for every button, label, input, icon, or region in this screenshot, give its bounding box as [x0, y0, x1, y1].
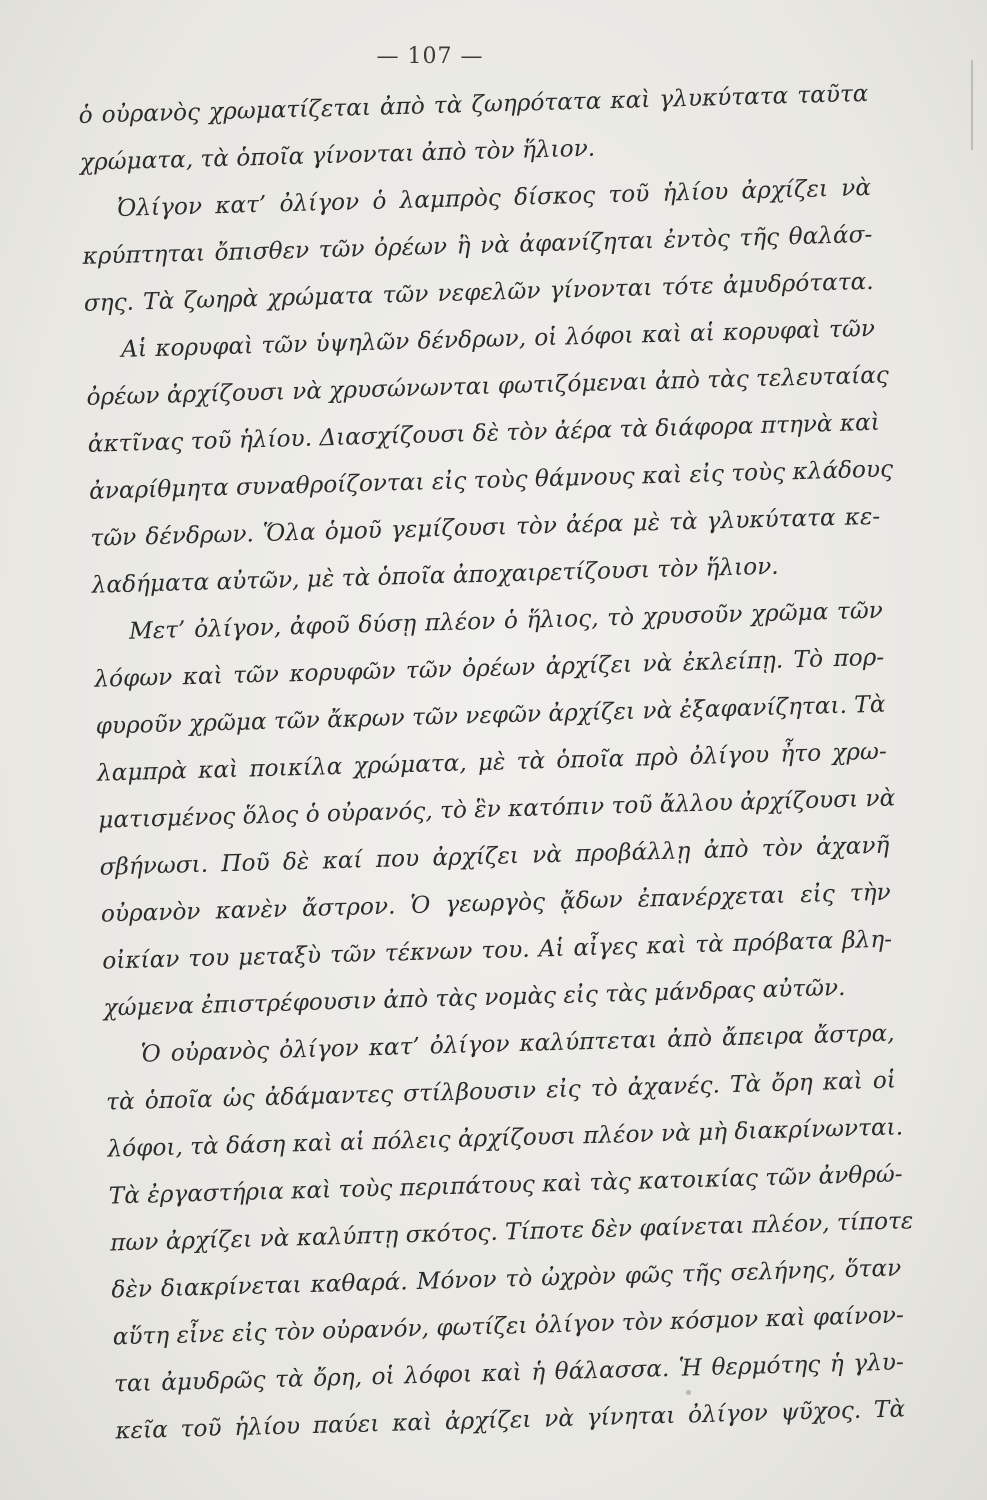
text-line: οὐρανὸν κανὲν ἄστρον. Ὁ γεωργὸς ᾄδων ἐπανέρχεται εἰς τὴν: [100, 878, 892, 928]
text-line: Ὁ οὐρανὸς ὀλίγον κατ’ ὀλίγον καλύπτεται ἀπὸ ἄπειρα ἄστρα,: [140, 1019, 895, 1068]
text-line: τῶν δένδρων. Ὅλα ὁμοῦ γεμίζουσι τὸν ἀέρα μὲ τὰ γλυκύτατα κε-: [90, 502, 881, 552]
text-line: λαδήματα αὐτῶν, μὲ τὰ ὁποῖα ἀποχαιρετίζουσι τὸν ἥλιον.: [91, 552, 779, 599]
text-line: ται ἀμυδρῶς τὰ ὄρη, οἱ λόφοι καὶ ἡ θάλασσα. Ἡ θερμότης ἡ γλυ-: [113, 1348, 905, 1398]
page-edge-mark: [971, 60, 973, 150]
text-line: λαμπρὰ καὶ ποικίλα χρώματα, μὲ τὰ ὁποῖα πρὸ ὀλίγου ἦτο χρω-: [96, 737, 888, 787]
text-line: κεῖα τοῦ ἡλίου παύει καὶ ἀρχίζει νὰ γίνηται ὀλίγον ψῦχος. Τὰ: [115, 1395, 906, 1445]
text-line: ἀναρίθμητα συναθροίζονται εἰς τοὺς θάμνους καὶ εἰς τοὺς κλάδους: [88, 455, 894, 505]
text-line: λόφοι, τὰ δάση καὶ αἱ πόλεις ἀρχίζουσι πλέον νὰ μὴ διακρίνωνται.: [107, 1113, 904, 1163]
text-line: ματισμένος ὅλος ὁ οὐρανός, τὸ ἓν κατόπιν τοῦ ἄλλου ἀρχίζουσι νὰ: [97, 784, 896, 834]
text-line: δὲν διακρίνεται καθαρά. Μόνον τὸ ὠχρὸν φῶς τῆς σελήνης, ὅταν: [111, 1254, 902, 1304]
text-line: κρύπτηται ὄπισθεν τῶν ὀρέων ἢ νὰ ἀφανίζηται ἐντὸς τῆς θαλάσ-: [82, 220, 873, 270]
text-line: οἰκίαν του μεταξὺ τῶν τέκνων του. Αἱ αἶγες καὶ τὰ πρόβατα βλη-: [101, 925, 893, 975]
text-line: χώμενα ἐπιστρέφουσιν ἀπὸ τὰς νομὰς εἰς τὰς μάνδρας αὐτῶν.: [103, 973, 846, 1022]
text-line: λόφων καὶ τῶν κορυφῶν τῶν ὀρέων ἀρχίζει νὰ ἐκλείπῃ. Τὸ πορ-: [94, 643, 885, 693]
body-text: [78, 70, 916, 1455]
text-line: σβήνωσι. Ποῦ δὲ καί που ἀρχίζει νὰ προβάλλῃ ἀπὸ τὸν ἀχανῆ: [99, 831, 890, 881]
text-line: Μετ’ ὀλίγον, ἀφοῦ δύσῃ πλέον ὁ ἥλιος, τὸ χρυσοῦν χρῶμα τῶν: [128, 596, 884, 645]
text-line: τὰ ὁποῖα ὡς ἀδάμαντες στίλβουσιν εἰς τὸ ἀχανές. Τὰ ὄρη καὶ οἱ: [105, 1066, 897, 1116]
text-line: ὁ οὐρανὸς χρωματίζεται ἀπὸ τὰ ζωηρότατα καὶ γλυκύτατα ταῦτα: [78, 79, 869, 129]
text-line: χρώματα, τὰ ὁποῖα γίνονται ἀπὸ τὸν ἥλιον.: [79, 134, 596, 176]
text-line: ἀκτῖνας τοῦ ἡλίου. Διασχίζουσι δὲ τὸν ἀέρα τὰ διάφορα πτηνὰ καὶ: [87, 408, 881, 458]
text-line: σης. Τὰ ζωηρὰ χρώματα τῶν νεφελῶν γίνονται τότε ἀμυδρότατα.: [83, 267, 874, 317]
page-number: — 107 —: [376, 44, 484, 69]
text-line: Αἱ κορυφαὶ τῶν ὑψηλῶν δένδρων, οἱ λόφοι καὶ αἱ κορυφαὶ τῶν: [120, 314, 876, 363]
text-line: ὀρέων ἀρχίζουσι νὰ χρυσώνωνται φωτιζόμεναι ἀπὸ τὰς τελευταίας: [86, 361, 890, 411]
text-line: Ὀλίγον κατ’ ὀλίγον ὁ λαμπρὸς δίσκος τοῦ ἡλίου ἀρχίζει νὰ: [116, 173, 872, 222]
text-line: πων ἀρχίζει νὰ καλύπτῃ σκότος. Τίποτε δὲν φαίνεται πλέον, τίποτε: [109, 1207, 914, 1257]
text-line: φυροῦν χρῶμα τῶν ἄκρων τῶν νεφῶν ἀρχίζει νὰ ἐξαφανίζηται. Τὰ: [95, 690, 886, 740]
text-line: αὕτη εἶνε εἰς τὸν οὐρανόν, φωτίζει ὀλίγον τὸν κόσμον καὶ φαίνον-: [112, 1301, 905, 1351]
text-line: Τὰ ἐργαστήρια καὶ τοὺς περιπάτους καὶ τὰς κατοικίας τῶν ἀνθρώ-: [108, 1160, 903, 1210]
